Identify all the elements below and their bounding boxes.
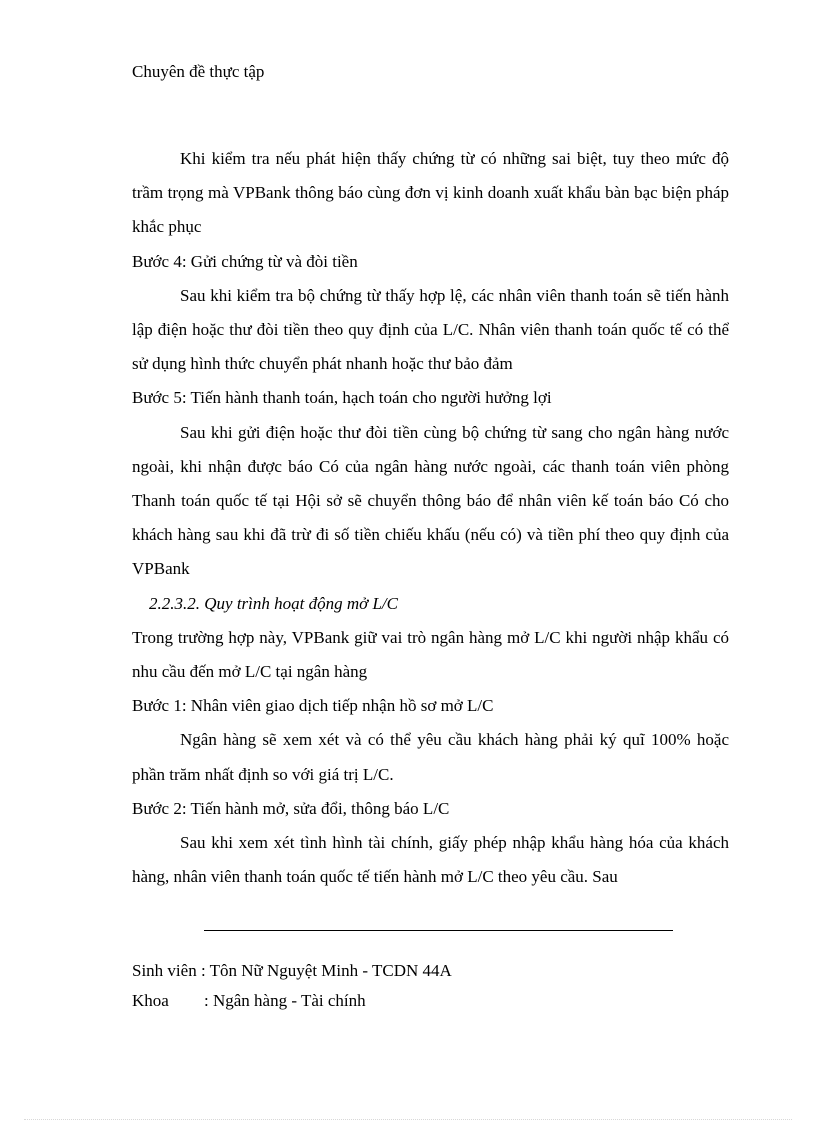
paragraph-deposit-requirement: Ngân hàng sẽ xem xét và có thể yêu cầu khách hàng phải ký quĩ 100% hoặc phần trăm nhất định so với giá trị L/C. bbox=[132, 730, 729, 784]
paragraph-send-documents: Sau khi kiểm tra bộ chứng từ thấy hợp lệ, các nhân viên thanh toán sẽ tiến hành lập điện hoặc thư đòi tiền theo quy định của L/C. Nhân viên thanh toán quốc tế có thể sử dụng hình thức chuyển phát nhanh hoặc thư bảo đảm bbox=[132, 285, 729, 374]
page-footer bbox=[132, 956, 452, 1016]
footer-student-row bbox=[132, 956, 452, 986]
footer-faculty-row bbox=[132, 986, 452, 1016]
footer-faculty-value: : Ngân hàng - Tài chính bbox=[204, 991, 366, 1010]
step-4-heading: Bước 4: Gửi chứng từ và đòi tiền bbox=[132, 251, 358, 271]
page-header-title: Chuyên đề thực tập bbox=[132, 62, 265, 81]
step-1-heading: Bước 1: Nhân viên giao dịch tiếp nhận hồ sơ mở L/C bbox=[132, 696, 494, 716]
document-body bbox=[132, 142, 729, 894]
page-bottom-border bbox=[24, 1119, 792, 1120]
paragraph-open-lc: Sau khi xem xét tình hình tài chính, giấy phép nhập khẩu hàng hóa của khách hàng, nhân viên thanh toán quốc tế tiến hành mở L/C theo yêu cầu. Sau bbox=[132, 833, 729, 887]
footer-student-label: Sinh viên bbox=[132, 961, 197, 980]
paragraph-issuing-bank-role: Trong trường hợp này, VPBank giữ vai trò ngân hàng mở L/C khi người nhập khẩu có nhu cầu đến mở L/C tại ngân hàng bbox=[132, 627, 729, 682]
paragraph-document-check: Khi kiểm tra nếu phát hiện thấy chứng từ có những sai biệt, tuy theo mức độ trầm trọng mà VPBank thông báo cùng đơn vị kinh doanh xuất khẩu bàn bạc biện pháp khắc phục bbox=[132, 149, 729, 237]
section-heading-open-lc: 2.2.3.2. Quy trình hoạt động mở L/C bbox=[149, 593, 398, 613]
paragraph-payment-accounting: Sau khi gửi điện hoặc thư đòi tiền cùng bộ chứng từ sang cho ngân hàng nước ngoài, khi nhận được báo Có của ngân hàng nước ngoài, các thanh toán viên phòng Thanh toán quốc tế tại Hội sở sẽ chuyển thông báo để nhân viên kế toán báo Có cho khách hàng sau khi đã trừ đi số tiền chiếu khấu (nếu có) và tiền phí theo quy định của VPBank bbox=[132, 422, 729, 579]
step-5-heading: Bước 5: Tiến hành thanh toán, hạch toán cho người hưởng lợi bbox=[132, 388, 552, 408]
footer-student-value: : Tôn Nữ Nguyệt Minh - TCDN 44A bbox=[200, 961, 452, 980]
footer-divider bbox=[204, 930, 673, 931]
step-2-heading: Bước 2: Tiến hành mở, sửa đổi, thông báo L/C bbox=[132, 798, 450, 818]
footer-faculty-label: Khoa bbox=[132, 991, 169, 1010]
